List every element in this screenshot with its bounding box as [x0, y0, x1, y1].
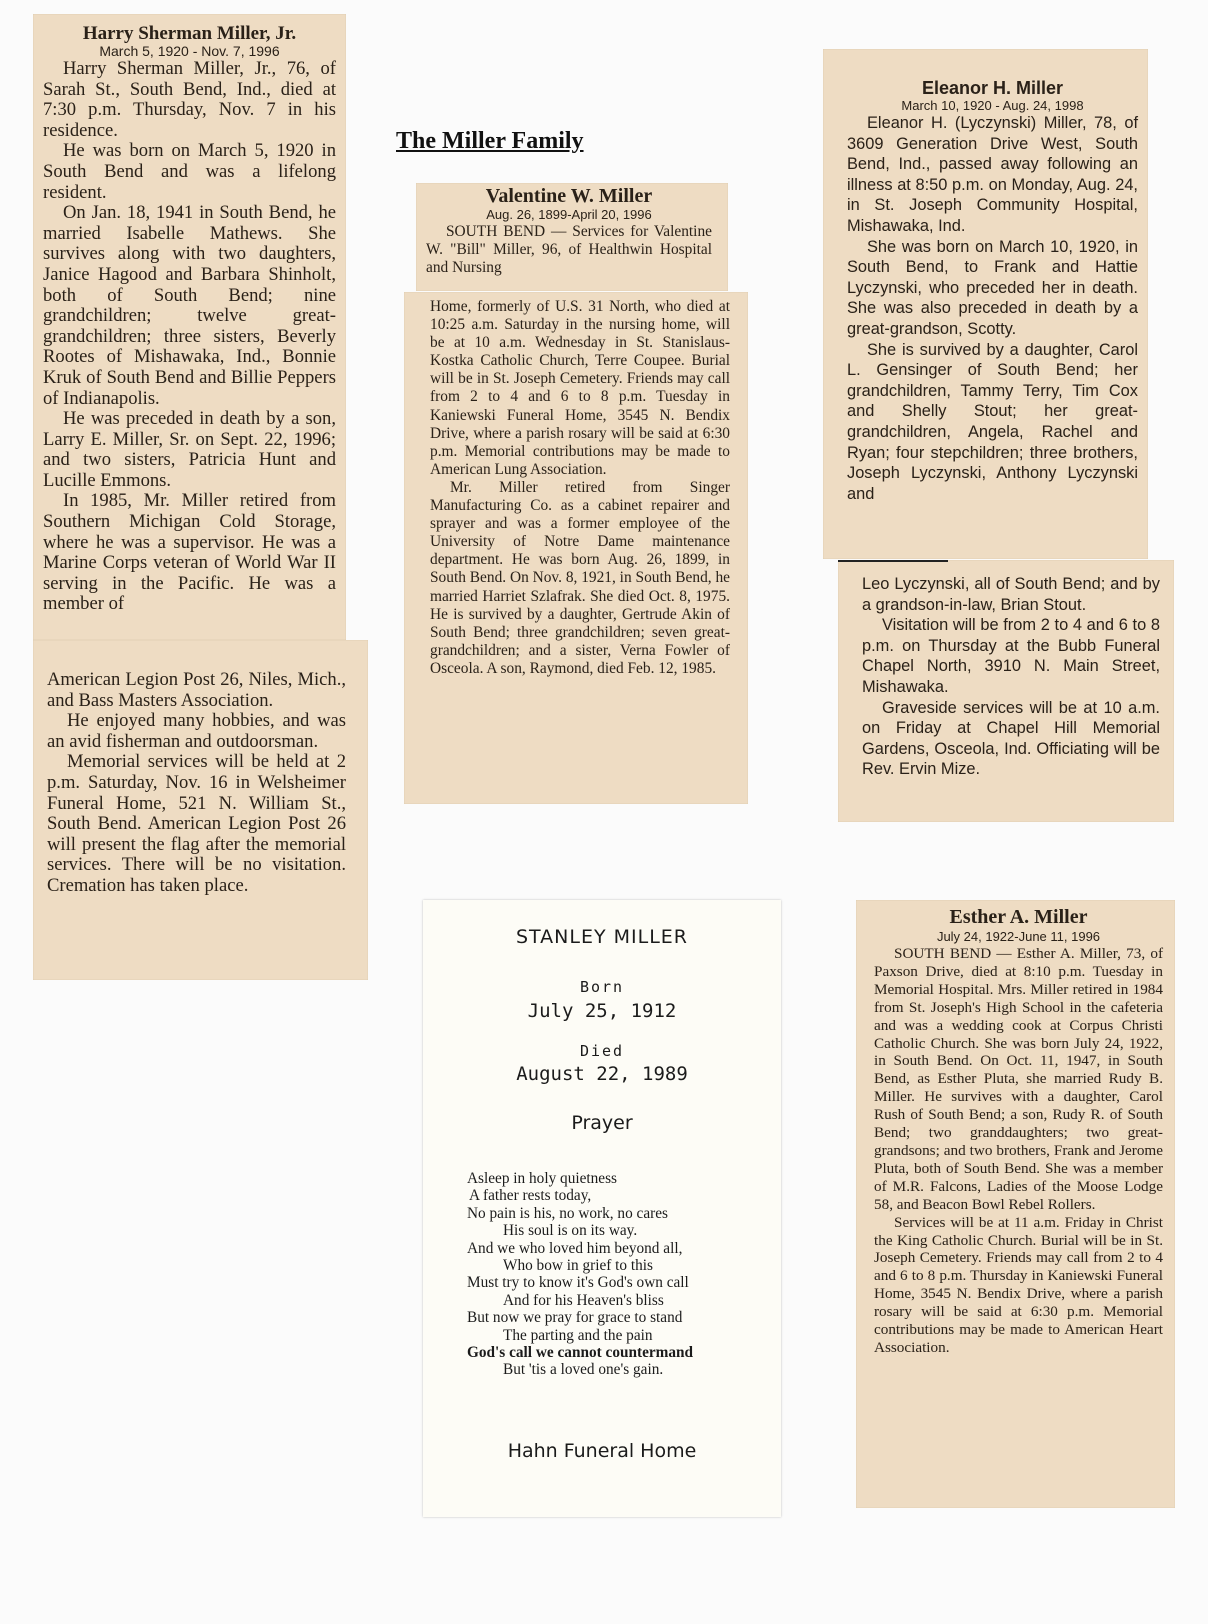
poem-line: And for his Heaven's bliss	[503, 1291, 664, 1309]
poem-line: His soul is on its way.	[503, 1222, 638, 1240]
harry-paragraph: He was preceded in death by a son, Larry E. Miller, Sr. on Sept. 22, 1996; and two sisters, Patricia Hunt and Lucille Emmons.	[43, 408, 336, 491]
stanley-name: STANLEY MILLER	[515, 926, 688, 948]
esther-paragraph: Services will be at 11 a.m. Friday in Christ the King Catholic Church. Burial will be in St. Joseph Cemetery. Friends may call from 2 to 4 and 6 to 8 p.m. Thursday in Kaniewski Funeral Home, 3545 N. Bendix Drive, where a parish rosary will be said at 6:30 p.m. Memorial contributions may be made to American Heart Association.	[874, 1213, 1163, 1356]
valentine-dates: Aug. 26, 1899-April 20, 1996	[486, 207, 652, 222]
poem-line: And we who loved him beyond all,	[467, 1239, 683, 1257]
eleanor-paragraph: She is survived by a daughter, Carol L. Gensinger of South Bend; her grandchildren, Tammy Terry, Tim Cox and Shelly Stout; her great-grandchildren, Angela, Rachel and Ryan; four stepchildren; three brothers, Joseph Lyczynski, Anthony Lyczynski and	[847, 340, 1138, 503]
poem-line: But 'tis a loved one's gain.	[503, 1361, 664, 1379]
valentine-lead-text: SOUTH BEND — Services for Valentine W. "Bill" Miller, 96, of Healthwin Hospital and Nursing	[426, 223, 712, 277]
esther-name: Esther A. Miller	[949, 906, 1088, 928]
page-title: The Miller Family	[396, 128, 584, 154]
esther-dates: July 24, 1922-June 11, 1996	[936, 929, 1101, 944]
poem-line: God's call we cannot countermand	[467, 1344, 694, 1362]
harry-name: Harry Sherman Miller, Jr.	[82, 23, 297, 44]
eleanor-paragraph: Leo Lyczynski, all of South Bend; and by a grandson-in-law, Brian Stout.	[862, 575, 1160, 614]
harry-paragraph: Memorial services will be held at 2 p.m. Saturday, Nov. 16 in Welsheimer Funeral Home, 521 N. William St., South Bend. American Legion Post 26 will present the flag after the memorial services. There will be no visitation. Cremation has taken place.	[47, 751, 346, 896]
valentine-paragraph: Mr. Miller retired from Singer Manufacturing Co. as a cabinet repairer and sprayer and was a former employee of the University of Notre Dame maintenance department. He was born Aug. 26, 1899, in South Bend. On Nov. 8, 1921, in South Bend, he married Harriet Szlafrak. She died Oct. 8, 1975. He is survived by a daughter, Gertrude Akin of South Bend; three grandchildren; seven great-grandchildren; and a sister, Verna Fowler of Osceola. A son, Raymond, died Feb. 12, 1985.	[430, 478, 730, 677]
valentine-body	[430, 298, 730, 678]
eleanor-name: Eleanor H. Miller	[921, 78, 1064, 98]
stanley-memorial-card	[423, 900, 781, 1517]
harry-continued-body	[47, 670, 346, 897]
poem-line: A father rests today,	[469, 1187, 592, 1205]
harry-obituary-clipping	[33, 14, 346, 640]
poem-line: Must try to know it's God's own call	[467, 1274, 689, 1292]
poem-line: No pain is his, no work, no cares	[467, 1204, 668, 1222]
valentine-obituary-clipping	[416, 183, 728, 291]
harry-paragraph: In 1985, Mr. Miller retired from Southern Michigan Cold Storage, where he was a supervisor. He was a Marine Corps veteran of World War II serving in the Pacific. He was a member of	[43, 490, 336, 615]
poem-line: The parting and the pain	[503, 1326, 653, 1344]
esther-paragraph: SOUTH BEND — Esther A. Miller, 73, of Paxson Drive, died at 8:10 p.m. Tuesday in Memorial Hospital. Mrs. Miller retired in 1984 from St. Joseph's High School in the cafeteria and was a wedding cook at Corpus Christi Catholic Church. She was born July 24, 1922, in South Bend. On Oct. 11, 1947, in South Bend, as Esther Pluta, she married Rudy B. Miller. He survives with a daughter, Carol Rush of South Bend; a son, Rudy R. of South Bend; two granddaughters; two great-grandsons; and two brothers, Frank and Jerome Pluta, both of South Bend. She was a member of M.R. Falcons, Ladies of the Moose Lodge 58, and Beacon Bowl Rebel Rollers.	[874, 945, 1163, 1213]
eleanor-dates: March 10, 1920 - Aug. 24, 1998	[901, 98, 1084, 113]
valentine-obituary-continued-clipping	[404, 292, 748, 804]
poem-line: Asleep in holy quietness	[467, 1170, 617, 1187]
born-date: July 25, 1912	[527, 1000, 677, 1022]
died-date: August 22, 1989	[516, 1063, 688, 1085]
eleanor-obituary-clipping	[823, 49, 1148, 559]
valentine-lead	[426, 223, 712, 277]
harry-paragraph: He was born on March 5, 1920 in South Bend and was a lifelong resident.	[43, 140, 336, 203]
eleanor-paragraph: Graveside services will be at 10 a.m. on Friday at Chapel Hill Memorial Gardens, Osceola, Ind. Officiating will be Rev. Ervin Mize.	[862, 698, 1160, 779]
prayer-poem	[467, 1170, 757, 1379]
harry-paragraph: On Jan. 18, 1941 in South Bend, he married Isabelle Mathews. She survives along with two daughters, Janice Hagood and Barbara Shinholt, both of South Bend; nine grandchildren; twelve great-grandchildren; three sisters, Beverly Rootes of Mishawaka, Ind., Bonnie Kruk of South Bend and Billie Peppers of Indianapolis.	[43, 202, 336, 409]
harry-paragraph: He enjoyed many hobbies, and was an avid fisherman and outdoorsman.	[47, 710, 346, 752]
harry-body	[43, 59, 336, 615]
harry-paragraph: Harry Sherman Miller, Jr., 76, of Sarah St., South Bend, Ind., died at 7:30 p.m. Thursday, Nov. 7 in his residence.	[43, 58, 336, 141]
esther-body	[874, 945, 1163, 1357]
poem-line: Who bow in grief to this	[503, 1257, 653, 1275]
born-label: Born	[579, 978, 625, 996]
eleanor-paragraph: Eleanor H. (Lyczynski) Miller, 78, of 3609 Generation Drive West, South Bend, Ind., passed away following an illness at 8:50 p.m. on Monday, Aug. 24, in St. Joseph Community Hospital, Mishawaka, Ind.	[847, 114, 1138, 235]
eleanor-paragraph: Visitation will be from 2 to 4 and 6 to 8 p.m. on Thursday at the Bubb Funeral Chapel North, 3910 N. Main Street, Mishawaka.	[862, 616, 1160, 696]
divider-rule	[838, 560, 948, 562]
eleanor-body	[847, 113, 1138, 504]
eleanor-obituary-continued-clipping	[838, 560, 1174, 822]
poem-line: But now we pray for grace to stand	[467, 1309, 683, 1327]
valentine-name: Valentine W. Miller	[485, 185, 653, 207]
funeral-home: Hahn Funeral Home	[507, 1440, 697, 1462]
prayer-title: Prayer	[571, 1112, 633, 1134]
eleanor-continued-body	[862, 574, 1160, 780]
esther-obituary-clipping	[856, 900, 1175, 1508]
harry-dates: March 5, 1920 - Nov. 7, 1996	[99, 43, 280, 59]
valentine-paragraph: Home, formerly of U.S. 31 North, who died at 10:25 a.m. Saturday in the nursing home, will be at 10 a.m. Wednesday in St. Stanislaus-Kostka Catholic Church, Terre Coupee. Burial will be in St. Joseph Cemetery. Friends may call from 2 to 4 and 6 to 8 p.m. Tuesday in Kaniewski Funeral Home, 3545 N. Bendix Drive, where a parish rosary will be said at 6:30 p.m. Memorial contributions may be made to American Lung Association.	[430, 298, 730, 478]
harry-paragraph: American Legion Post 26, Niles, Mich., and Bass Masters Association.	[47, 669, 346, 711]
died-label: Died	[579, 1042, 625, 1060]
eleanor-paragraph: She was born on March 10, 1920, in South Bend, to Frank and Hattie Lyczynski, who preceded her in death. She was also preceded in death by a great-grandson, Scotty.	[847, 237, 1138, 338]
harry-obituary-continued-clipping	[33, 640, 368, 980]
